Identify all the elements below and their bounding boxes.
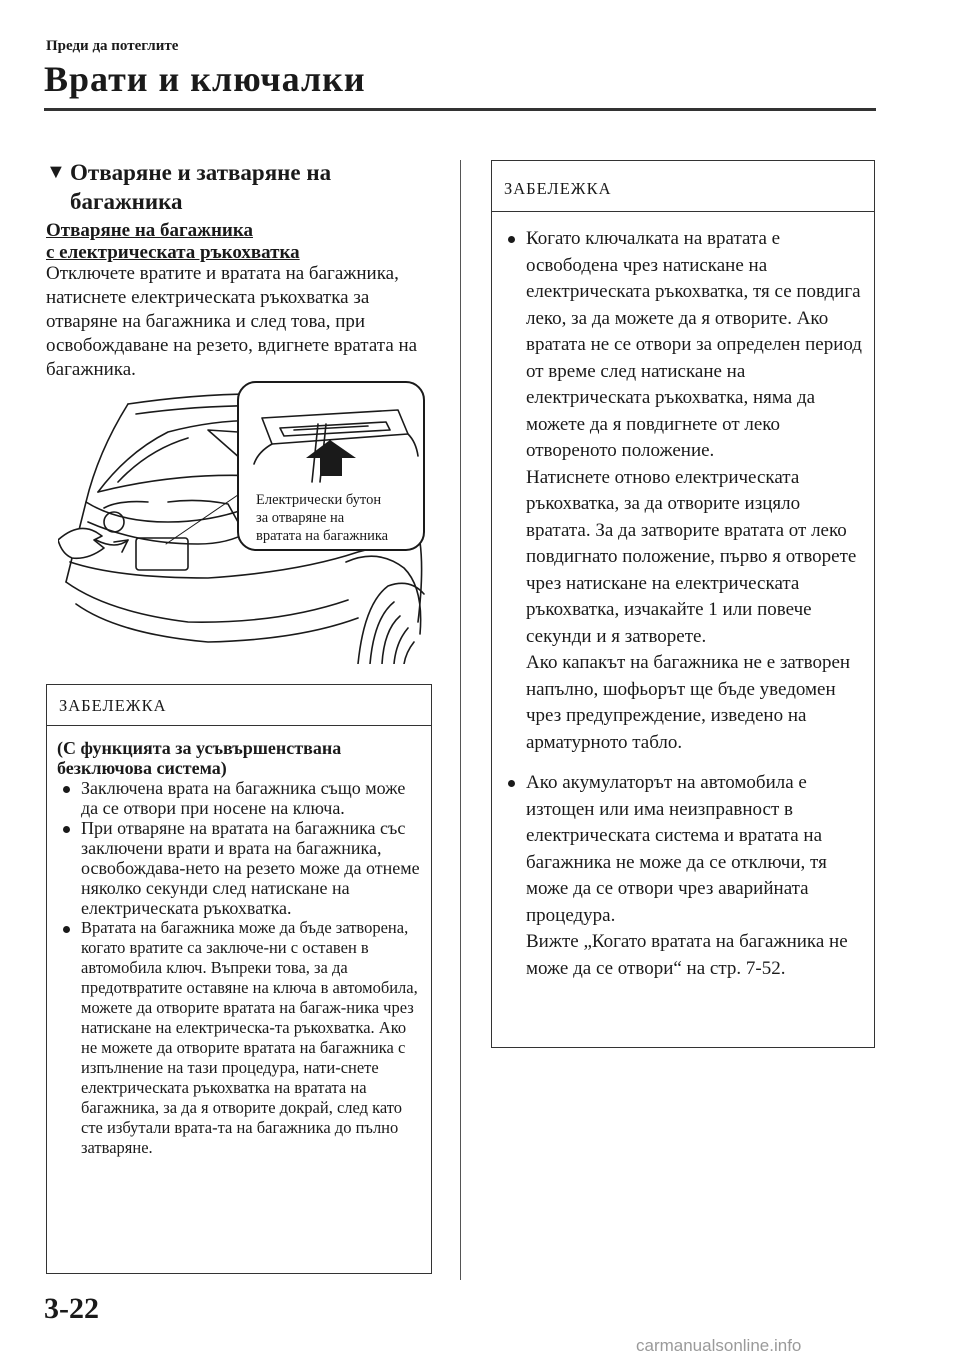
note-list-item bbox=[57, 778, 423, 818]
bullet-icon bbox=[508, 770, 515, 797]
note-item-text: Когато ключалката на вратата е освободена чрез натискане на електрическата ръкохватка, тя се повдига леко, за да можете да я отворите. Ако вратата не се отвори за определен период от време след натискане на електрическата ръкохватка, няма да можете да я повдигнете от леко отвореното положение. bbox=[526, 228, 862, 461]
section-heading bbox=[46, 158, 436, 216]
note-list-item bbox=[502, 226, 866, 756]
header-rule bbox=[44, 108, 876, 111]
callout-text-line: за отваряне на bbox=[256, 510, 345, 526]
bullet-icon bbox=[63, 818, 70, 838]
note-body bbox=[47, 726, 431, 1158]
note-body bbox=[492, 212, 874, 982]
note-heading: ЗАБЕЛЕЖКА bbox=[47, 685, 431, 726]
subsection-heading-line: Отваряне на багажника bbox=[46, 220, 254, 241]
section-heading-text: Отваряне и затваряне на багажника bbox=[70, 160, 332, 214]
triangle-down-icon: ▼ bbox=[46, 161, 66, 183]
note-item-text: При отваряне на вратата на багажника със заключени врати и врата на багажника, освобождава-нето на резето може да отнеме няколко секунди след натискане на електрическата ръкохватка. bbox=[81, 818, 420, 918]
note-item-text: Вратата на багажника може да бъде затворена, когато вратите са заключе-ни с оставен в автомобила ключ. Въпреки това, за да предотвратите оставяне на ключа в автомобила, можете да отворите вратата на багаж-ника чрез натискане на електрическа-та ръкохватка. Ако не можете да отворите вратата на багажника с изпълнение на тази процедура, нати-снете електрическата ръкохватка на вратата на багажника, за да я отворите докрай, след като сте избутали врата-та на багажника до пълно затваряне. bbox=[81, 918, 418, 1157]
note-item-text: Натиснете отново електрическата ръкохватка, за да отворите изцяло вратата. За да затворите вратата от леко повдигнато положение, първо я отворете чрез натискане на електрическата ръкохватка, изчакайте 1 или повече секунди и я затворете. bbox=[526, 466, 857, 647]
note-item-text: Ако капакът на багажника не е затворен напълно, шофьорът ще бъде уведомен чрез предупреждение, изведено на арматурното табло. bbox=[526, 652, 851, 753]
note-list-item bbox=[57, 818, 423, 918]
page-title: Врати и ключалки bbox=[44, 59, 366, 99]
callout-text-line: Електрически бутон bbox=[256, 492, 382, 508]
watermark: carmanualsonline.info bbox=[636, 1336, 802, 1355]
bullet-icon bbox=[63, 918, 70, 938]
bullet-icon bbox=[63, 778, 70, 798]
note-item-text: Ако акумулаторът на автомобила е изтощен или има неизправност в електрическата система и вратата на багажника не може да се отключи, тя може да се отвори чрез аварийната процедура. bbox=[526, 772, 827, 926]
subsection-heading-line: с електрическата ръкохватка bbox=[46, 242, 300, 263]
note-item-text: Вижте „Когато вратата на багажника не може да се отвори“ на стр. 7-52. bbox=[526, 931, 848, 979]
bullet-icon bbox=[508, 226, 515, 253]
note-condition: (С функцията за усъвършенствана безключова система) bbox=[57, 738, 342, 778]
liftgate-illustration bbox=[58, 372, 430, 664]
instruction-paragraph: Отключете вратите и вратата на багажника, натиснете електрическата ръкохватка за отваряне на багажника и след това, при освобождаване на резето, вдигнете вратата на багажника. bbox=[46, 263, 418, 380]
column-divider bbox=[460, 160, 461, 1280]
page-number: 3-22 bbox=[44, 1292, 99, 1325]
note-box bbox=[46, 684, 432, 1274]
chapter-label: Преди да потеглите bbox=[46, 38, 179, 54]
subsection-heading bbox=[46, 220, 426, 264]
note-box bbox=[491, 160, 875, 1048]
note-heading: ЗАБЕЛЕЖКА bbox=[492, 161, 874, 212]
note-list-item bbox=[502, 770, 866, 982]
callout-text-line: вратата на багажника bbox=[256, 528, 389, 544]
note-item-text: Заключена врата на багажника също може да се отвори при носене на ключа. bbox=[81, 778, 406, 818]
note-list-item bbox=[57, 918, 423, 1158]
